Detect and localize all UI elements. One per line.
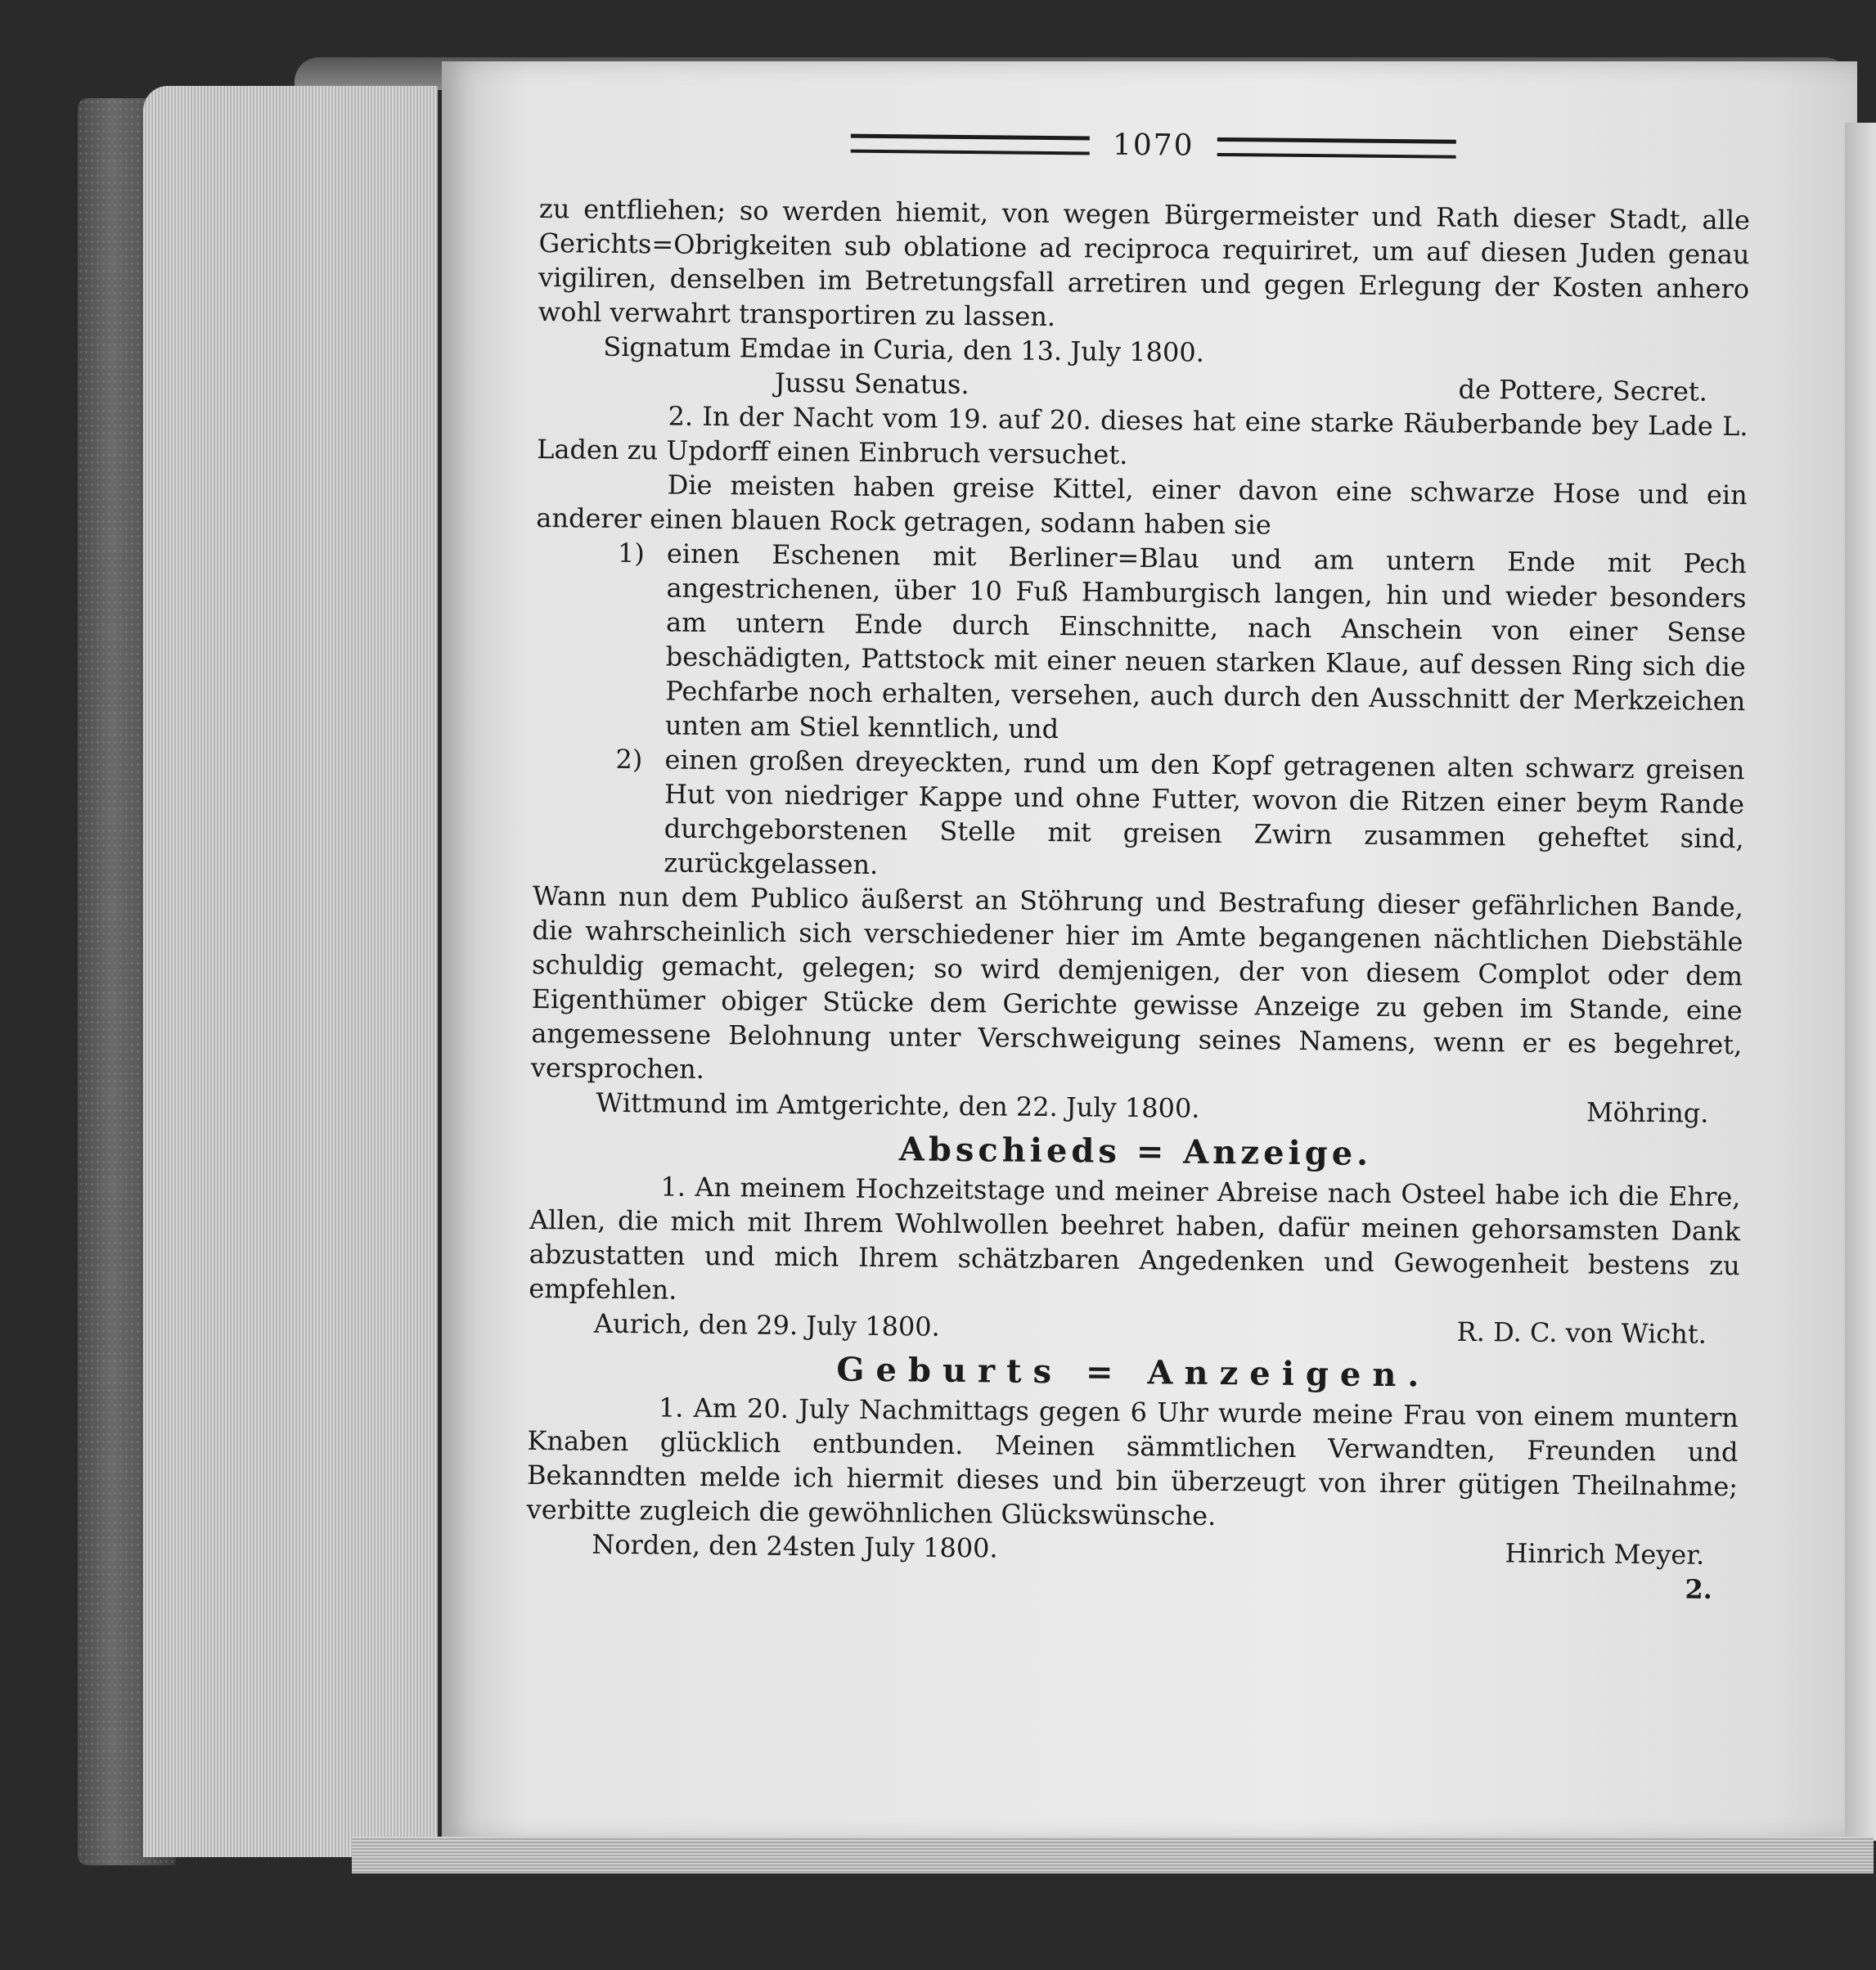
catchword: 2. (1685, 1573, 1713, 1605)
notice2-place: Wittmund im Amtgerichte, den 22. July 1800. (596, 1086, 1200, 1124)
birth-place: Norden, den 24sten July 1800. (592, 1528, 998, 1564)
notice2-intro: 2. In der Nacht vom 19. auf 20. dieses hat eine starke Räuberbande bey Lade L. Laden zu Updorff einen Einbruch versuchet. (536, 400, 1748, 470)
birth-text: 1. Am 20. July Nachmittags gegen 6 Uhr wurde meine Frau von einem muntern Knaben glücklich entbunden. Meinen sämmtlichen Verwandten, Freunden und Bekanndten melde ich hiermit dieses und bin überzeugt von ihrer gütigen Theilnahme; verbitte zugleich die gewöhnlichen Glückswünsche. (526, 1392, 1739, 1532)
notice1-jussu: Jussu Senatus. (774, 367, 969, 401)
page-stack-edge (143, 86, 438, 1857)
notice2-body: Wann nun dem Publico äußerst an Stöhrung und Bestrafung dieser gefährlichen Bande, die wahrscheinlich sich verschiedener hier im Amte begangenen nächtlichen Diebstähle schuldig gemacht, gelegen; so wird demjenigen, der von diesem Complot oder dem Eigenthümer obiger Stücke dem Gerichte gewisse Anzeige zu geben im Stande, eine angemessene Belohnung unter Verschweigung seines Namens, wenn er es begehret, versprochen. (530, 879, 1744, 1085)
list-item-number: 1) (617, 537, 645, 569)
header-rule-left (851, 133, 1090, 155)
page-number: 1070 (1112, 128, 1194, 163)
notice1-text: zu entfliehen; so werden hiemit, von wegen Bürgermeister und Rath dieser Stadt, alle Gerichts=Obrigkeiten sub oblatione ad reciproca requiriret, um auf diesen Juden genau vigiliren, denselben im Betretungsfall arretiren und gegen Erlegung der Kosten anhero wohl verwahrt transportiren zu lassen. (538, 192, 1751, 333)
list-item (534, 535, 1747, 753)
farewell-heading: Abschieds = Anzeige. (898, 1130, 1373, 1173)
farewell-signature: R. D. C. von Wicht. (1456, 1316, 1707, 1350)
birth-signature: Hinrich Meyer. (1505, 1537, 1705, 1571)
list-item (533, 741, 1745, 890)
notice1-place: Signatum Emdae in Curia, den 13. July 1800. (603, 331, 1205, 368)
page-text (526, 123, 1751, 1607)
notice2-signature: Möhring. (1586, 1096, 1709, 1129)
list-item-number: 2) (615, 743, 643, 776)
notice1-signature: de Pottere, Secret. (1458, 373, 1708, 407)
farewell-place: Aurich, den 29. July 1800. (593, 1307, 940, 1343)
facing-page-edge (1845, 123, 1876, 1841)
notice2-description: Die meisten haben greise Kittel, einer davon eine schwarze Hose und ein anderer einen blauen Rock getragen, sodann haben sie (536, 469, 1748, 541)
birth-heading: Geburts = Anzeigen. (836, 1350, 1431, 1395)
page-header (851, 126, 1456, 166)
farewell-text: 1. An meinem Hochzeitstage und meiner Abreise nach Osteel habe ich die Ehre, Allen, die mich mit Ihrem Wohlwollen beehret haben, dafür meinen gehorsamsten Dank abzustatten und mich Ihrem schätzbaren Angedenken und Gewogenheit bestens zu empfehlen. (529, 1171, 1741, 1306)
list-item-text: einen großen dreyeckten, rund um den Kopf getragenen alten schwarz greisen Hut von niedriger Kappe und ohne Futter, wovon die Ritzen einer beym Rande durchgeborstenen Stelle mit greisen Zwirn zusammen geheftet sind, zurückgelassen. (664, 744, 1745, 881)
page-stack-bottom (352, 1837, 1874, 1873)
list-item-text: einen Eschenen mit Berliner=Blau und am untern Ende mit Pech angestrichenen, über 10 Fuß Hamburgisch langen, hin und wieder besonders am untern Ende durch Einschnitte, nach Anschein von einer Sense beschädigten, Pattstock mit einer neuen starken Klaue, auf dessen Ring sich die Pechfarbe noch erhalten, versehen, auch durch den Ausschnitt der Merkzeichen unten am Stiel kenntlich, und (664, 537, 1748, 745)
header-rule-right (1217, 137, 1455, 158)
